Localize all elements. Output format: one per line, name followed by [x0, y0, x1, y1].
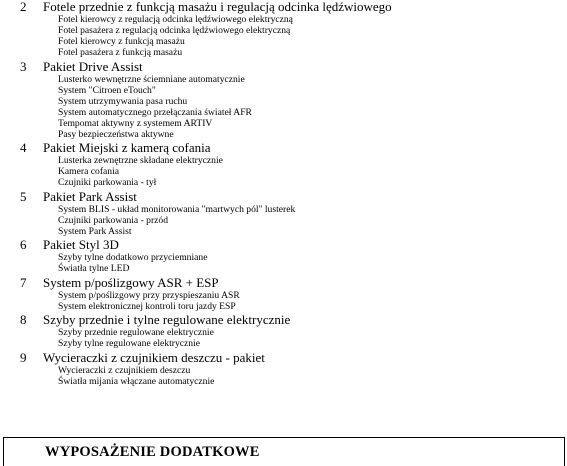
package-group	[0, 0, 567, 58]
package-number: 7	[20, 274, 27, 290]
package-title: System p/poślizgowy ASR + ESP	[43, 274, 219, 290]
package-items	[0, 290, 567, 312]
package-item: Fotel kierowcy z regulacją odcinka lędźwiowego elektryczną	[58, 14, 293, 25]
package-item: Szyby przednie regulowane elektrycznie	[58, 327, 214, 338]
package-items	[0, 204, 567, 237]
package-item: Tempomat aktywny z systemem ARTIV	[58, 117, 213, 129]
package-item: System automatycznego przełączania świateł AFR	[58, 106, 252, 118]
package-item: System BLIS - układ monitorowania "martwych pól" lusterek	[58, 203, 296, 215]
package-header	[0, 312, 567, 327]
package-number: 5	[20, 188, 27, 204]
package-items	[0, 365, 567, 387]
package-item: Szyby tylne dodatkowo przyciemniane	[58, 252, 208, 263]
package-number: 4	[20, 140, 27, 155]
package-item: Kamera cofania	[58, 166, 119, 177]
package-item: Światła tylne LED	[58, 263, 130, 274]
package-item: System Park Assist	[58, 225, 132, 237]
package-group	[0, 312, 567, 349]
package-header	[0, 189, 567, 204]
package-item: Światła mijania włączane automatycznie	[58, 375, 215, 387]
section-title: WYPOSAŻENIE DODATKOWE	[45, 444, 260, 460]
package-header	[0, 59, 567, 74]
package-item: Fotel pasażera z regulacją odcinka lędźwiowego elektryczną	[58, 25, 291, 36]
package-item: Fotel pasażera z funkcją masażu	[58, 47, 183, 58]
package-group	[0, 237, 567, 274]
package-number: 8	[20, 312, 27, 327]
package-header	[0, 140, 567, 155]
package-header	[0, 0, 567, 14]
package-group	[0, 189, 567, 237]
package-title: Wycieraczki z czujnikiem deszczu - pakiet	[43, 349, 265, 365]
package-item: Pasy bezpieczeństwa aktywne	[58, 128, 174, 140]
package-items	[0, 74, 567, 140]
package-header	[0, 350, 567, 365]
package-title: Pakiet Drive Assist	[43, 58, 143, 74]
package-item: Lusterko wewnętrzne ściemniane automatycznie	[58, 73, 245, 85]
package-item: Fotel kierowcy z funkcją masażu	[58, 36, 185, 47]
package-header	[0, 275, 567, 290]
package-group	[0, 275, 567, 312]
package-number: 6	[20, 237, 27, 252]
package-item: Wycieraczki z czujnikiem deszczu	[58, 364, 191, 376]
package-item: Czujniki parkowania - tył	[58, 177, 157, 188]
package-items	[0, 252, 567, 274]
package-item: System p/poślizgowy przy przyspieszaniu ASR	[58, 289, 240, 301]
package-title: Szyby przednie i tylne regulowane elektrycznie	[43, 312, 291, 327]
package-title: Pakiet Styl 3D	[43, 237, 119, 252]
package-title: Pakiet Miejski z kamerą cofania	[43, 140, 211, 155]
package-number: 9	[20, 349, 27, 365]
package-item: System "Citroen eTouch"	[58, 84, 156, 96]
package-item: System elektronicznej kontroli toru jazdy ESP	[58, 300, 236, 312]
package-header	[0, 237, 567, 252]
package-item: System utrzymywania pasa ruchu	[58, 95, 188, 107]
package-items	[0, 327, 567, 349]
package-items	[0, 155, 567, 188]
package-title: Pakiet Park Assist	[43, 188, 137, 204]
package-item: Szyby tylne regulowane elektrycznie	[58, 338, 200, 349]
package-item: Lusterka zewnętrzne składane elektrycznie	[58, 155, 223, 166]
package-group	[0, 140, 567, 188]
section-header-box	[3, 437, 565, 466]
package-group	[0, 59, 567, 140]
package-number: 2	[20, 0, 27, 14]
package-group	[0, 350, 567, 387]
package-item: Czujniki parkowania - przód	[58, 214, 169, 226]
package-title: Fotele przednie z funkcją masażu i regulacją odcinka lędźwiowego	[43, 0, 392, 14]
package-items	[0, 14, 567, 58]
package-number: 3	[20, 58, 27, 74]
